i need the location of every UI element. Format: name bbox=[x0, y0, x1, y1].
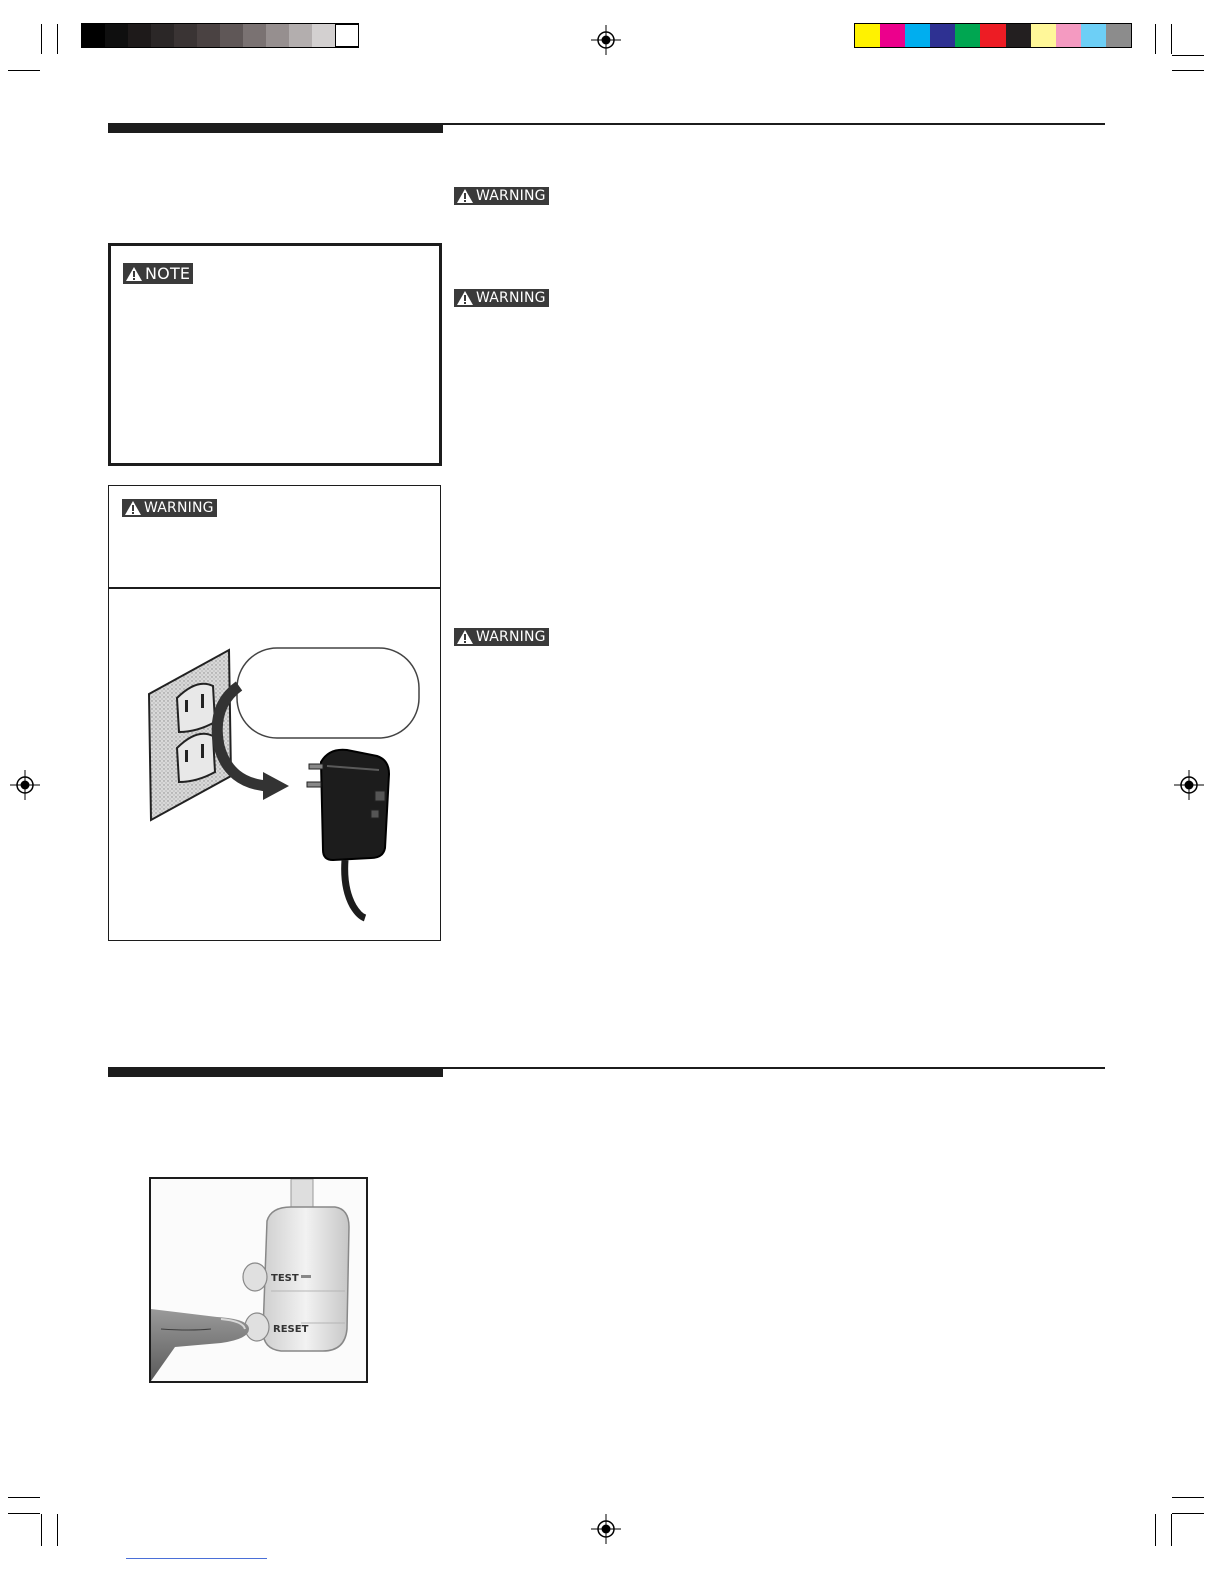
gray-swatch bbox=[105, 24, 129, 47]
color-swatch bbox=[905, 24, 931, 47]
crop-mark bbox=[8, 1513, 40, 1514]
crop-mark bbox=[1172, 1497, 1204, 1498]
color-swatch bbox=[955, 24, 981, 47]
registration-target-icon bbox=[591, 25, 621, 55]
gfci-illustration bbox=[151, 1179, 366, 1381]
section-rule-thick bbox=[108, 123, 443, 133]
gray-swatch bbox=[243, 24, 267, 47]
section-rule-thin bbox=[443, 1067, 1105, 1069]
crop-mark bbox=[57, 24, 58, 54]
warning-triangle-icon bbox=[456, 188, 474, 204]
color-swatch bbox=[930, 24, 956, 47]
warning-badge bbox=[454, 628, 549, 646]
color-swatch bbox=[1056, 24, 1082, 47]
note-label: NOTE bbox=[145, 264, 191, 283]
color-swatch bbox=[855, 24, 881, 47]
gray-swatch bbox=[82, 24, 106, 47]
warning-triangle-icon bbox=[125, 266, 143, 282]
crop-mark bbox=[41, 1514, 42, 1546]
warning-badge bbox=[454, 187, 549, 205]
gray-swatch bbox=[335, 24, 359, 47]
gray-swatch bbox=[174, 24, 198, 47]
crop-mark bbox=[8, 1497, 40, 1498]
crop-mark bbox=[1155, 1514, 1156, 1546]
color-bar bbox=[855, 24, 1131, 47]
bottom-link-underline bbox=[126, 1558, 267, 1559]
gray-swatch bbox=[289, 24, 313, 47]
test-label: TEST bbox=[271, 1273, 299, 1284]
gray-swatch bbox=[151, 24, 175, 47]
color-swatch bbox=[1031, 24, 1057, 47]
warning-label: WARNING bbox=[476, 629, 546, 645]
section-rule-thick bbox=[108, 1067, 443, 1077]
figure-divider bbox=[109, 587, 440, 589]
crop-mark bbox=[1171, 24, 1172, 54]
crop-mark bbox=[1172, 70, 1204, 71]
gray-swatch bbox=[128, 24, 152, 47]
color-swatch bbox=[980, 24, 1006, 47]
reset-label: RESET bbox=[273, 1324, 309, 1335]
crop-mark bbox=[1172, 1513, 1204, 1514]
grayscale-bar bbox=[82, 24, 358, 47]
warning-badge bbox=[122, 499, 217, 517]
crop-mark bbox=[1171, 1514, 1172, 1546]
warning-triangle-icon bbox=[456, 290, 474, 306]
plug-outlet-illustration bbox=[139, 636, 429, 926]
note-badge bbox=[123, 263, 193, 284]
crop-mark bbox=[41, 24, 42, 54]
crop-mark bbox=[8, 70, 40, 71]
warning-label: WARNING bbox=[144, 500, 214, 516]
warning-label: WARNING bbox=[476, 290, 546, 306]
gfci-figure bbox=[149, 1177, 368, 1383]
section-rule-thin bbox=[443, 123, 1105, 125]
gray-swatch bbox=[197, 24, 221, 47]
registration-target-icon bbox=[1174, 770, 1204, 800]
crop-mark bbox=[1172, 55, 1204, 56]
crop-mark bbox=[57, 1514, 58, 1546]
crop-mark bbox=[1155, 24, 1156, 54]
warning-figure-box bbox=[108, 485, 441, 941]
registration-target-icon bbox=[591, 1514, 621, 1544]
gray-swatch bbox=[220, 24, 244, 47]
color-swatch bbox=[1081, 24, 1107, 47]
registration-target-icon bbox=[10, 770, 40, 800]
gray-swatch bbox=[312, 24, 336, 47]
color-swatch bbox=[1006, 24, 1032, 47]
warning-badge bbox=[454, 289, 549, 307]
warning-triangle-icon bbox=[124, 500, 142, 516]
warning-label: WARNING bbox=[476, 188, 546, 204]
note-box bbox=[108, 243, 442, 466]
color-swatch bbox=[880, 24, 906, 47]
warning-triangle-icon bbox=[456, 629, 474, 645]
gray-swatch bbox=[266, 24, 290, 47]
color-swatch bbox=[1106, 24, 1132, 47]
